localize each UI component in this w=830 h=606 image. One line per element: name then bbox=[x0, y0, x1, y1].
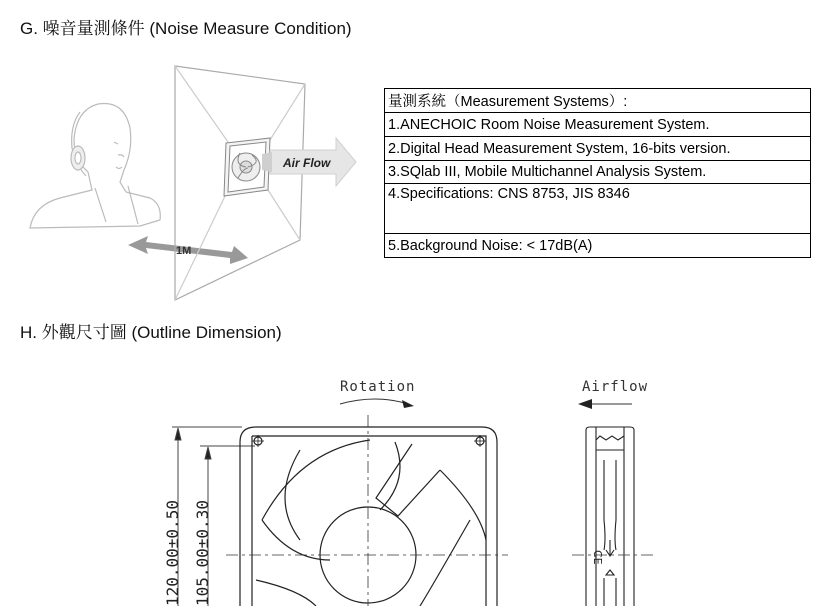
section-g-heading: G. 噪音量測條件 (Noise Measure Condition) bbox=[20, 19, 352, 38]
table-row: 4.Specifications: CNS 8753, JIS 8346 bbox=[385, 184, 811, 234]
rotation-label: Rotation bbox=[340, 379, 416, 395]
table-row: 3.SQlab III, Mobile Multichannel Analysis System. bbox=[385, 161, 811, 184]
airflow-dim-label: Airflow bbox=[582, 379, 649, 395]
rotation-arrow bbox=[340, 399, 414, 408]
dim-inner-label: 105.00±0.30 bbox=[193, 500, 212, 606]
table-row: 2.Digital Head Measurement System, 16-bits version. bbox=[385, 137, 811, 161]
noise-measure-illustration bbox=[20, 62, 390, 302]
dim-outer-label: 120.00±0.50 bbox=[163, 500, 182, 606]
airflow-direction-arrow bbox=[578, 399, 632, 409]
outline-dimension-drawing bbox=[0, 366, 830, 606]
table-row: 5.Background Noise: < 17dB(A) bbox=[385, 234, 811, 258]
airflow-label: Air Flow bbox=[283, 156, 331, 170]
distance-label: 1M bbox=[176, 245, 192, 257]
dimension-lines bbox=[172, 427, 255, 606]
table-row: 1.ANECHOIC Room Noise Measurement System. bbox=[385, 113, 811, 137]
fan-front-view bbox=[240, 427, 497, 606]
table-header-cell: 量測系統（Measurement Systems）: bbox=[385, 89, 811, 113]
fan-side-view bbox=[586, 427, 634, 606]
dummy-head-figure bbox=[30, 104, 160, 229]
center-lines bbox=[226, 415, 508, 606]
measurement-systems-table bbox=[384, 88, 811, 258]
ce-mark: CE bbox=[591, 550, 604, 565]
section-h-heading: H. 外觀尺寸圖 (Outline Dimension) bbox=[20, 323, 282, 342]
